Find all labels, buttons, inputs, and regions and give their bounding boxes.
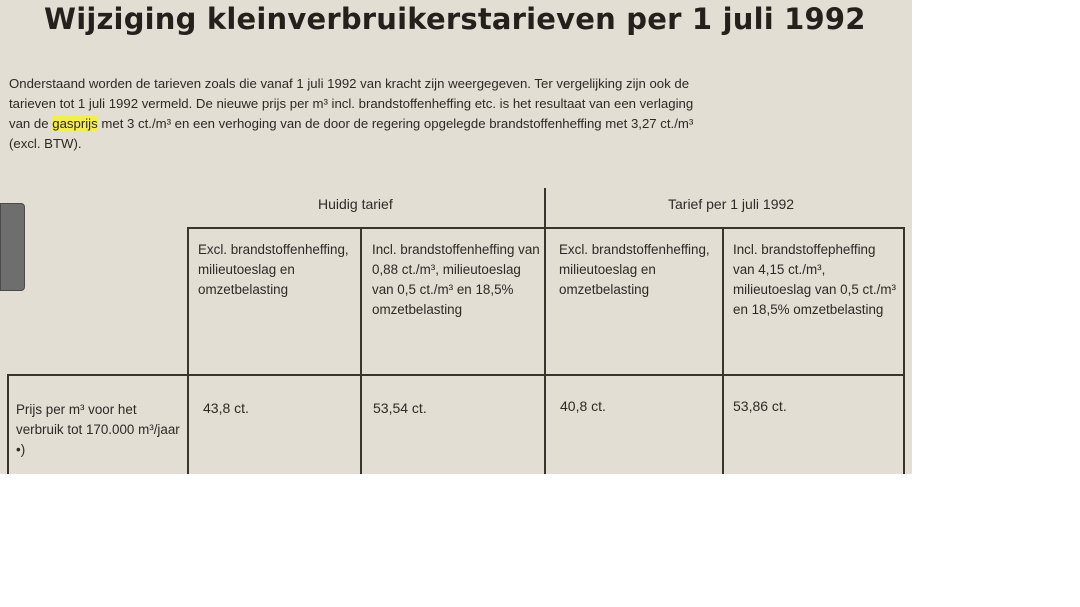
price-value: 53,86 ct. (733, 398, 787, 414)
table-border (7, 374, 9, 474)
side-scroll-tab[interactable] (0, 203, 25, 291)
intro-paragraph (9, 74, 905, 154)
group-header-new: Tarief per 1 juli 1992 (668, 196, 795, 212)
price-value: 43,8 ct. (203, 400, 249, 416)
table-border (360, 227, 362, 474)
table-border (7, 374, 904, 376)
table-border (187, 227, 904, 229)
group-header-current: Huidig tarief (318, 196, 393, 212)
table-border (903, 227, 905, 474)
column-header: Incl. brandstoffepheffing van 4,15 ct./m³, milieutoeslag van 0,5 ct./m³ en 18,5% omzetbelasting (733, 242, 896, 317)
price-value: 53,54 ct. (373, 400, 427, 416)
highlighted-word: gasprijs (52, 116, 98, 131)
intro-text: met 3 ct./m³ en een verhoging van de door de regering opgelegde brandstoffenheffing met 3,27 ct./m³ (97, 116, 694, 131)
column-header: Incl. brandstoffenheffing van 0,88 ct./m³, milieutoeslag van 0,5 ct./m³ en 18,5% omzetbelasting (372, 242, 540, 317)
table-border (187, 227, 189, 474)
column-header: Excl. brandstoffenheffing, milieutoeslag en omzetbelasting (559, 242, 710, 297)
article-title: Wijziging kleinverbruikerstarieven per 1 juli 1992 (44, 2, 866, 36)
price-value: 40,8 ct. (560, 398, 606, 414)
intro-line (9, 114, 905, 134)
table-border (722, 227, 724, 474)
column-header: Excl. brandstoffenheffing, milieutoeslag en omzetbelasting (198, 242, 349, 297)
intro-line: (excl. BTW). (9, 136, 82, 151)
table-divider (544, 188, 546, 474)
intro-line: Onderstaand worden de tarieven zoals die vanaf 1 juli 1992 van kracht zijn weergegeven. Ter vergelijking zijn ook de (9, 76, 690, 91)
intro-line: tarieven tot 1 juli 1992 vermeld. De nieuwe prijs per m³ incl. brandstoffenheffing etc. is het resultaat van een verlaging (9, 96, 694, 111)
intro-text: van de (9, 116, 53, 131)
row-label: Prijs per m³ voor het verbruik tot 170.000 m³/jaar •) (16, 402, 180, 457)
